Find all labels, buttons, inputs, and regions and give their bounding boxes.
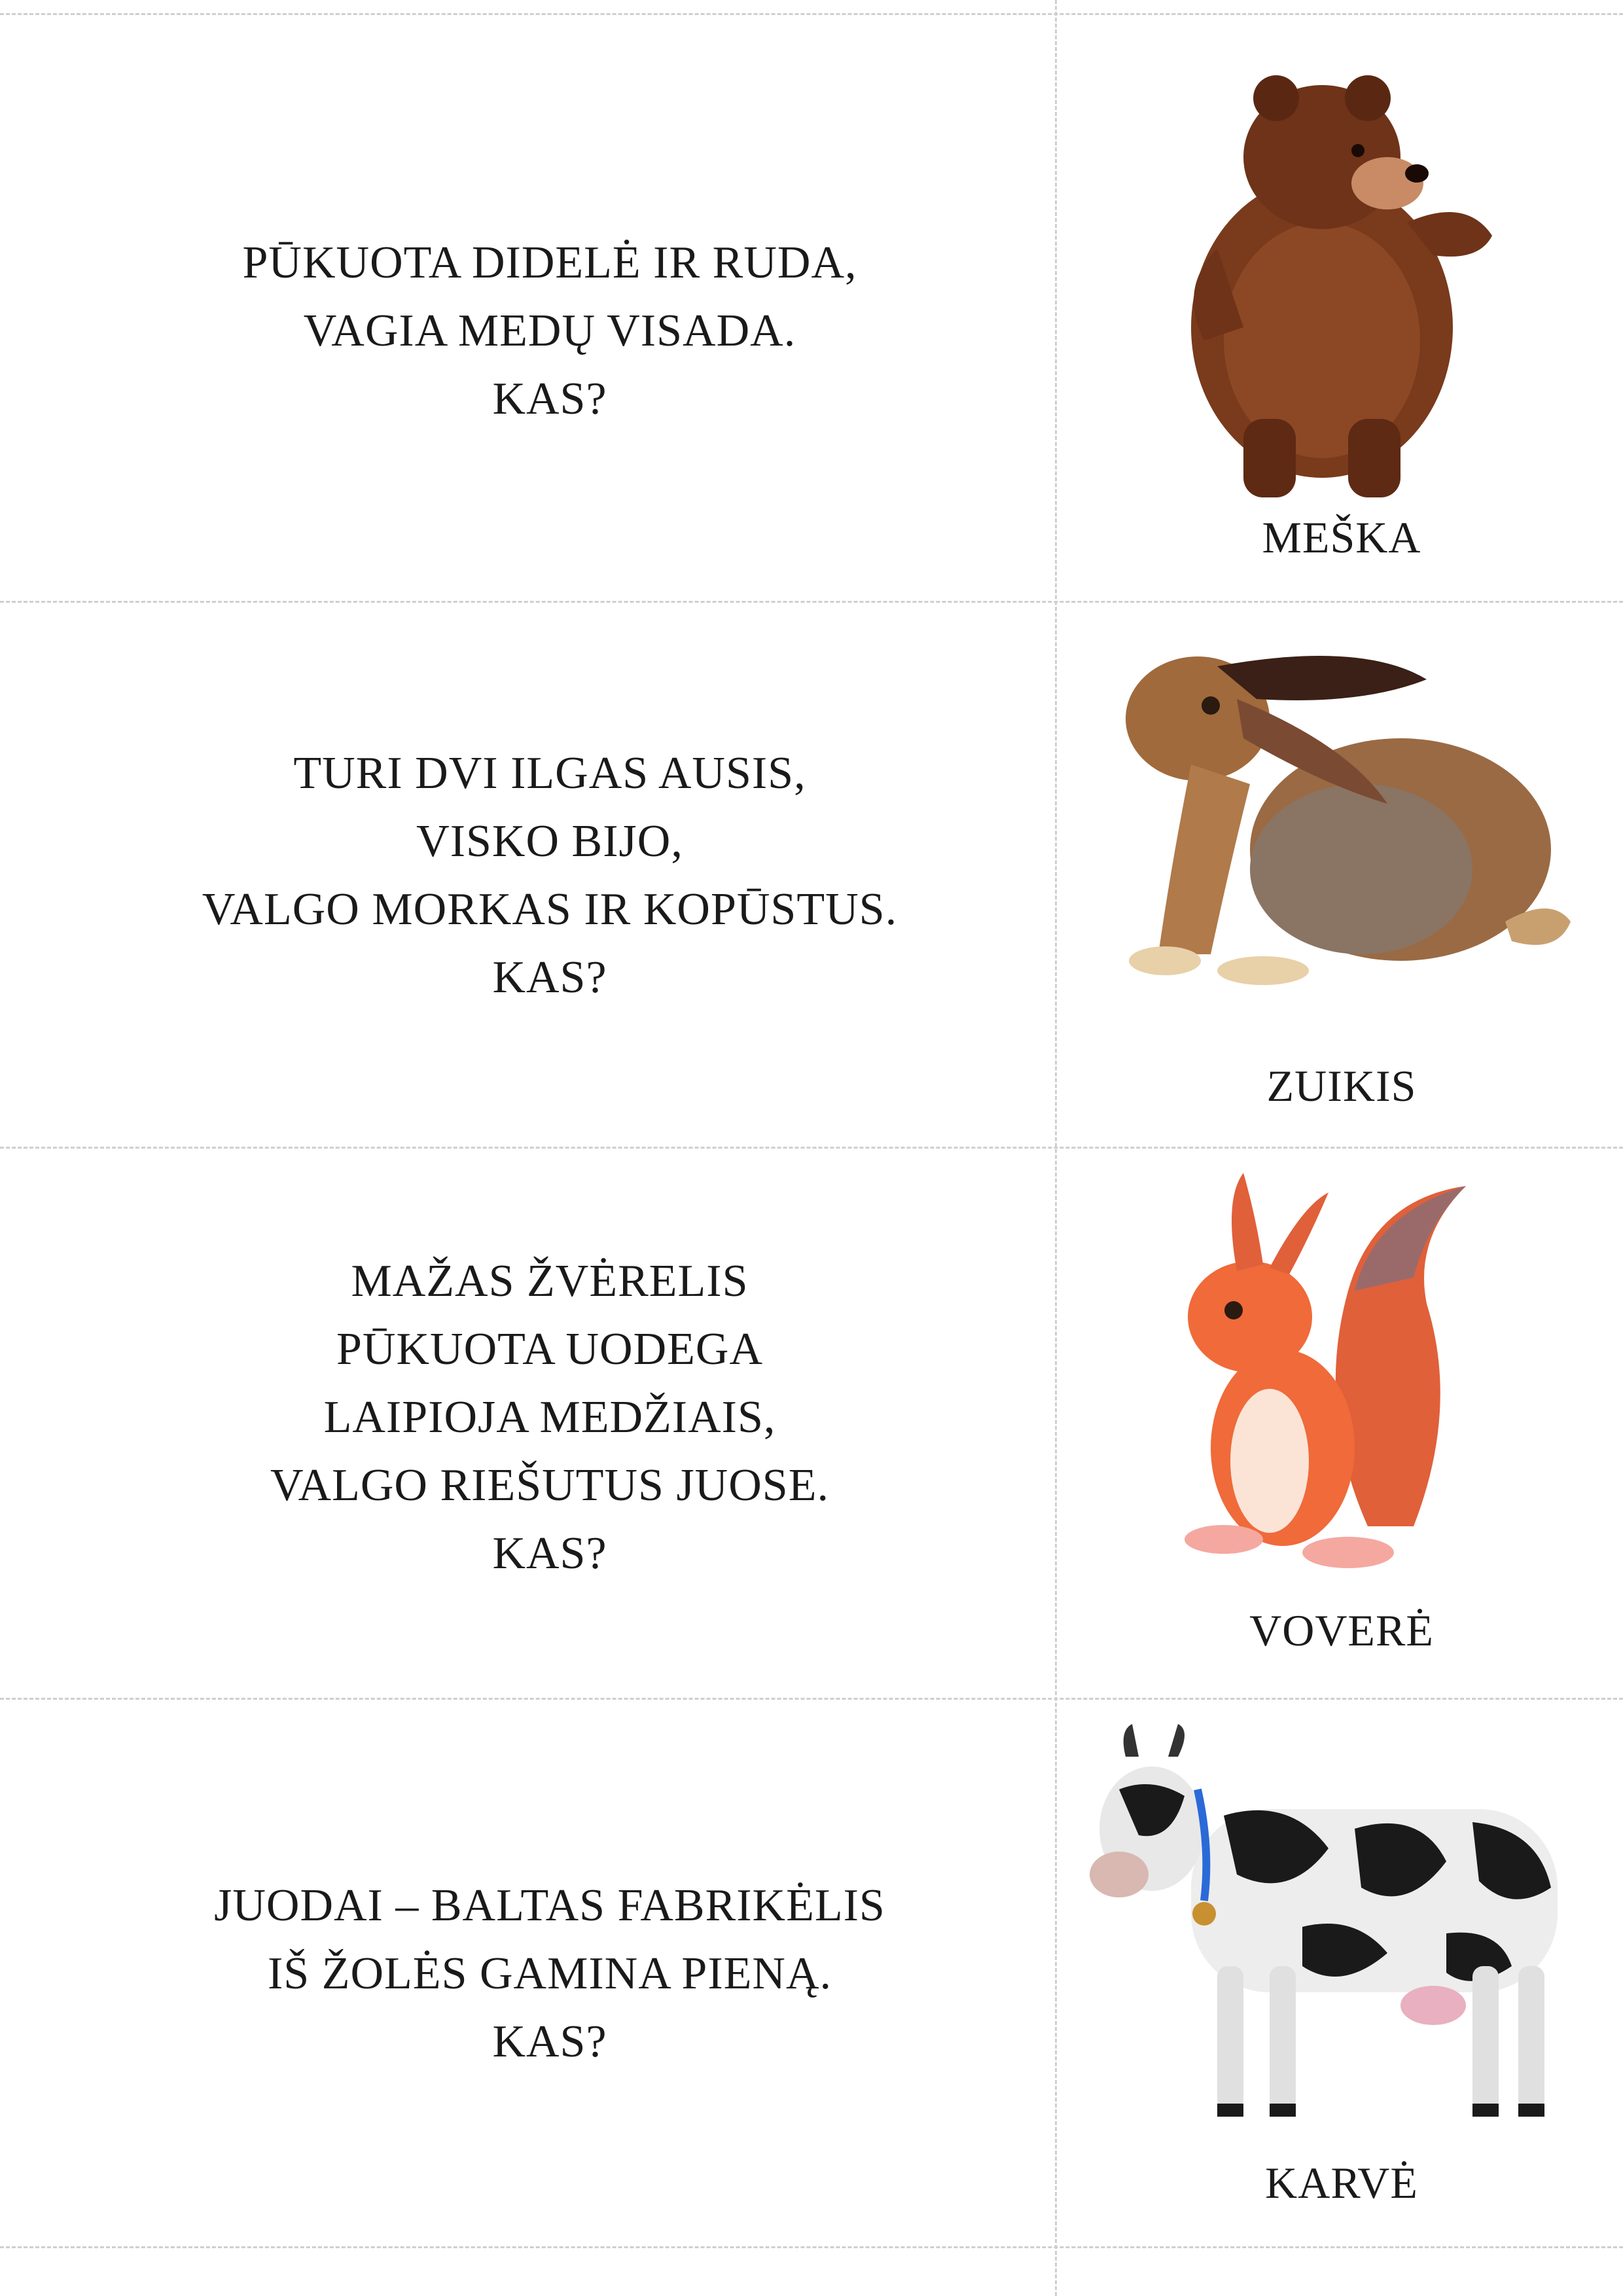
riddle-text <box>0 229 1099 433</box>
squirrel-icon <box>1152 1160 1518 1605</box>
riddle-line: PŪKUOTA DIDELĖ IR RUDA, <box>242 238 857 288</box>
hare-icon <box>1086 614 1584 1007</box>
answer-label: KARVĖ <box>1265 2158 1418 2208</box>
riddle-line: LAIPIOJA MEDŽIAIS, <box>323 1392 776 1443</box>
riddle-line: JUODAI – BALTAS FABRIKĖLIS <box>214 1880 885 1931</box>
riddle-line: KAS? <box>492 2017 607 2067</box>
riddle-line: VAGIA MEDŲ VISADA. <box>303 306 796 356</box>
riddle-card-bear <box>0 0 1623 601</box>
answer-label: VOVERĖ <box>1249 1605 1434 1655</box>
riddle-line: VALGO MORKAS IR KOPŪSTUS. <box>202 884 898 935</box>
riddle-line: MAŽAS ŽVĖRELIS <box>351 1256 749 1306</box>
riddle-line: KAS? <box>492 1528 607 1579</box>
riddle-line: PŪKUOTA UODEGA <box>336 1324 763 1374</box>
riddle-line: TURI DVI ILGAS AUSIS, <box>293 748 806 798</box>
riddle-card-squirrel <box>0 1147 1623 1698</box>
riddle-line: KAS? <box>492 952 607 1003</box>
riddle-card-cow <box>0 1698 1623 2246</box>
riddle-line: VALGO RIEŠUTUS JUOSE. <box>270 1460 829 1511</box>
riddle-text <box>0 1247 1099 1588</box>
answer-label: MEŠKA <box>1262 512 1421 562</box>
riddle-line: KAS? <box>492 374 607 424</box>
riddle-card-hare <box>0 601 1623 1147</box>
bottom-cut-line <box>0 2246 1623 2248</box>
cow-icon <box>1080 1717 1584 2136</box>
riddle-text <box>0 740 1099 1012</box>
riddle-line: VISKO BIJO, <box>416 816 683 867</box>
riddle-text <box>0 1872 1099 2076</box>
riddle-line: IŠ ŽOLĖS GAMINA PIENĄ. <box>268 1948 832 1999</box>
answer-label: ZUIKIS <box>1266 1061 1417 1111</box>
bear-icon <box>1126 52 1518 511</box>
